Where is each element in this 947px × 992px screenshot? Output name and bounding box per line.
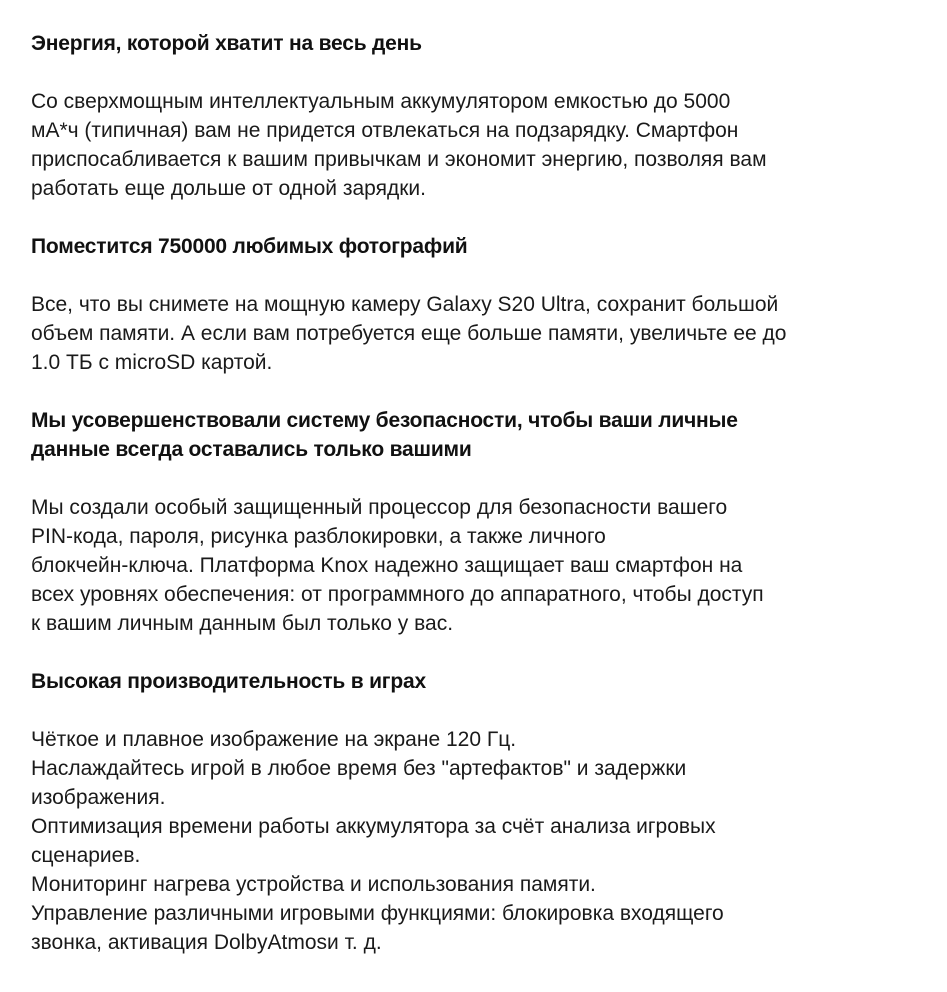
section-body [31, 725, 931, 957]
body-line: мА*ч (типичная) вам не придется отвлекаться на подзарядку. Смартфон [31, 119, 739, 142]
heading-line: Энергия, которой хватит на весь день [31, 32, 422, 55]
section-body [31, 290, 931, 377]
section-body [31, 493, 931, 638]
section-heading [31, 667, 931, 696]
heading-line: данные всегда оставались только вашими [31, 438, 472, 461]
product-description [31, 29, 931, 957]
section-heading [31, 29, 931, 58]
body-line: сценариев. [31, 844, 141, 867]
body-line: работать еще дольше от одной зарядки. [31, 177, 426, 200]
body-line: звонка, активация DolbyAtmosи т. д. [31, 931, 382, 954]
body-line: блокчейн-ключа. Платформа Knox надежно защищает ваш смартфон на [31, 554, 743, 577]
body-line: Управление различными игровыми функциями: блокировка входящего [31, 902, 724, 925]
section-heading [31, 232, 931, 261]
section-storage [31, 232, 931, 406]
section-gaming [31, 667, 931, 957]
heading-line: Поместится 750000 любимых фотографий [31, 235, 468, 258]
body-line: Оптимизация времени работы аккумулятора за счёт анализа игровых [31, 815, 716, 838]
body-line: Все, что вы снимете на мощную камеру Galaxy S20 Ultra, сохранит большой [31, 293, 779, 316]
body-line: Чёткое и плавное изображение на экране 120 Гц. [31, 728, 517, 751]
body-line: Мы создали особый защищенный процессор для безопасности вашего [31, 496, 728, 519]
body-line: 1.0 ТБ с microSD картой. [31, 351, 273, 374]
body-line: всех уровнях обеспечения: от программного до аппаратного, чтобы доступ [31, 583, 764, 606]
body-line: объем памяти. А если вам потребуется еще больше памяти, увеличьте ее до [31, 322, 787, 345]
body-line: к вашим личным данным был только у вас. [31, 612, 454, 635]
heading-line: Мы усовершенствовали систему безопасности, чтобы ваши личные [31, 409, 738, 432]
body-line: Мониторинг нагрева устройства и использования памяти. [31, 873, 596, 896]
section-body [31, 87, 931, 203]
body-line: Наслаждайтесь игрой в любое время без "артефактов" и задержки [31, 757, 687, 780]
section-security [31, 406, 931, 667]
section-battery [31, 29, 931, 232]
heading-line: Высокая производительность в играх [31, 670, 426, 693]
body-line: PIN-кода, пароля, рисунка разблокировки, а также личного [31, 525, 606, 548]
body-line: Со сверхмощным интеллектуальным аккумулятором емкостью до 5000 [31, 90, 731, 113]
body-line: изображения. [31, 786, 166, 809]
body-line: приспосабливается к вашим привычкам и экономит энергию, позволяя вам [31, 148, 767, 171]
section-heading [31, 406, 931, 464]
